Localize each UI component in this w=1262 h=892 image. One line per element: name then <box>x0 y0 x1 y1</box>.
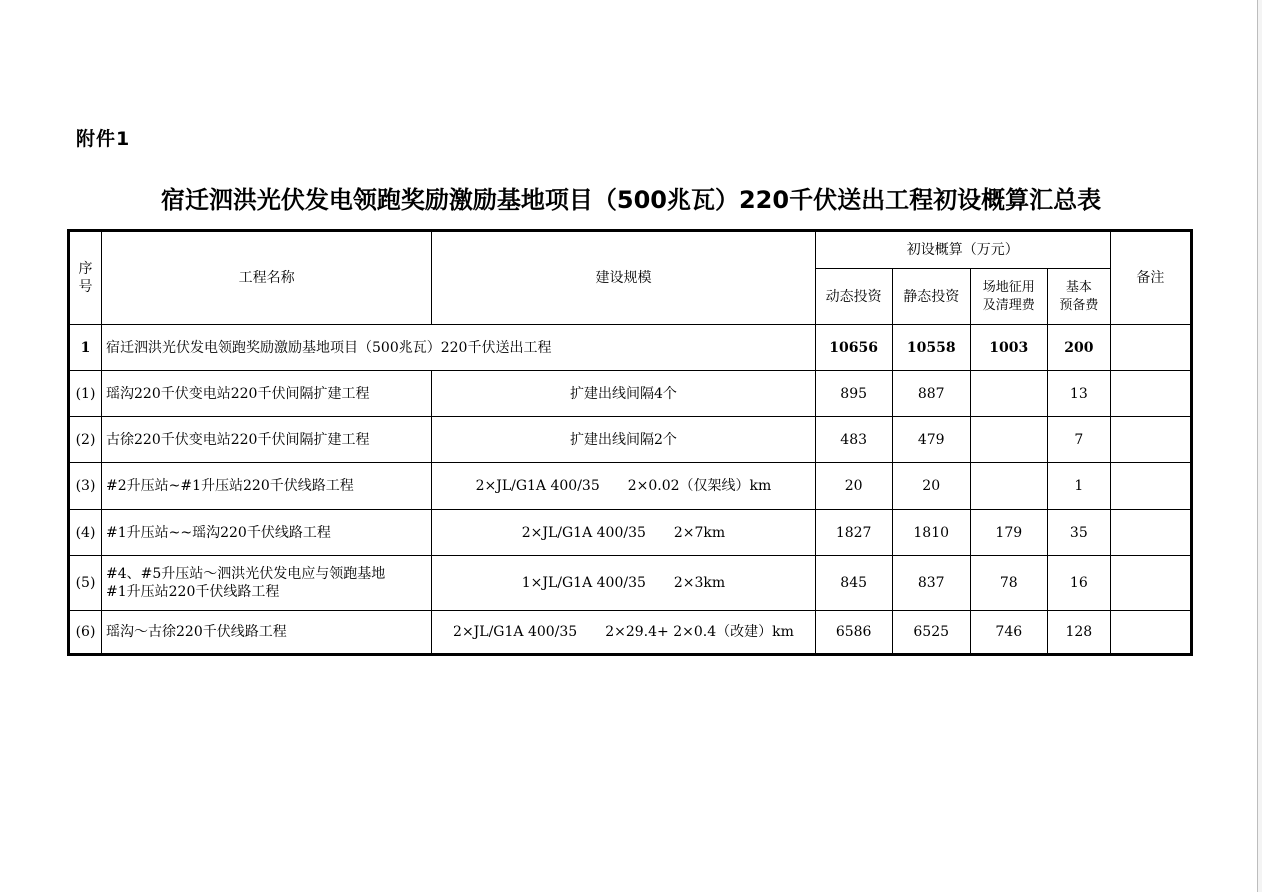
row-static: 887 <box>892 371 970 417</box>
row-remarks <box>1110 417 1191 463</box>
header-remarks: 备注 <box>1110 231 1191 325</box>
row-name <box>102 556 432 611</box>
row-reserve: 128 <box>1047 611 1110 655</box>
table-row <box>69 371 1192 417</box>
row-static: 20 <box>892 463 970 510</box>
header-land-line2: 及清理费 <box>982 297 1035 313</box>
table-row <box>69 417 1192 463</box>
summary-land: 1003 <box>970 325 1047 371</box>
row-name-line1: #4、#5升压站～泗洪光伏发电应与领跑基地 <box>106 566 386 582</box>
header-reserve-line1: 基本 <box>1065 279 1092 295</box>
row-name-line2: #1升压站220千伏线路工程 <box>106 584 280 600</box>
row-seq: (4) <box>69 510 102 556</box>
attachment-label: 附件1 <box>76 128 131 150</box>
summary-remarks <box>1110 325 1191 371</box>
row-dynamic: 1827 <box>815 510 892 556</box>
row-static: 6525 <box>892 611 970 655</box>
row-land <box>970 371 1047 417</box>
header-reserve <box>1047 269 1110 325</box>
row-remarks <box>1110 371 1191 417</box>
row-scale: 扩建出线间隔4个 <box>432 371 815 417</box>
row-seq: (6) <box>69 611 102 655</box>
header-scale: 建设规模 <box>432 231 815 325</box>
row-static: 1810 <box>892 510 970 556</box>
header-reserve-line2: 预备费 <box>1059 297 1099 313</box>
header-project-name: 工程名称 <box>102 231 432 325</box>
table-row <box>69 510 1192 556</box>
row-seq: (1) <box>69 371 102 417</box>
row-seq: (5) <box>69 556 102 611</box>
row-land <box>970 463 1047 510</box>
table-row <box>69 611 1192 655</box>
document-title: 宿迁泗洪光伏发电领跑奖励激励基地项目（500兆瓦）220千伏送出工程初设概算汇总表 <box>160 186 1102 214</box>
summary-reserve: 200 <box>1047 325 1110 371</box>
row-dynamic: 6586 <box>815 611 892 655</box>
summary-seq: 1 <box>69 325 102 371</box>
row-remarks <box>1110 556 1191 611</box>
page-right-edge <box>1257 0 1262 892</box>
header-static: 静态投资 <box>892 269 970 325</box>
row-reserve: 35 <box>1047 510 1110 556</box>
row-land: 179 <box>970 510 1047 556</box>
header-dynamic: 动态投资 <box>815 269 892 325</box>
row-scale: 2×JL/G1A 400/35 2×29.4+ 2×0.4（改建）km <box>432 611 815 655</box>
row-dynamic: 20 <box>815 463 892 510</box>
row-seq: (3) <box>69 463 102 510</box>
row-land <box>970 417 1047 463</box>
row-name: #2升压站~#1升压站220千伏线路工程 <box>102 463 432 510</box>
summary-name: 宿迁泗洪光伏发电领跑奖励激励基地项目（500兆瓦）220千伏送出工程 <box>102 325 816 371</box>
row-reserve: 13 <box>1047 371 1110 417</box>
table-row <box>69 556 1192 611</box>
row-scale: 2×JL/G1A 400/35 2×0.02（仅架线）km <box>432 463 815 510</box>
row-reserve: 16 <box>1047 556 1110 611</box>
summary-row <box>69 325 1192 371</box>
row-remarks <box>1110 510 1191 556</box>
header-land-line1: 场地征用 <box>982 279 1035 295</box>
summary-static: 10558 <box>892 325 970 371</box>
budget-summary-table <box>67 229 1193 656</box>
row-remarks <box>1110 611 1191 655</box>
row-static: 479 <box>892 417 970 463</box>
summary-dynamic: 10656 <box>815 325 892 371</box>
row-remarks <box>1110 463 1191 510</box>
header-seq-line1: 序 <box>78 261 93 277</box>
table-row <box>69 463 1192 510</box>
row-name: 瑶沟220千伏变电站220千伏间隔扩建工程 <box>102 371 432 417</box>
row-name: #1升压站~~瑶沟220千伏线路工程 <box>102 510 432 556</box>
row-name: 瑶沟～古徐220千伏线路工程 <box>102 611 432 655</box>
row-reserve: 7 <box>1047 417 1110 463</box>
row-static: 837 <box>892 556 970 611</box>
header-row-1 <box>69 231 1192 269</box>
row-land: 746 <box>970 611 1047 655</box>
header-land <box>970 269 1047 325</box>
row-scale: 2×JL/G1A 400/35 2×7km <box>432 510 815 556</box>
row-dynamic: 845 <box>815 556 892 611</box>
header-seq-line2: 号 <box>78 279 93 295</box>
row-seq: (2) <box>69 417 102 463</box>
row-land: 78 <box>970 556 1047 611</box>
row-dynamic: 483 <box>815 417 892 463</box>
row-reserve: 1 <box>1047 463 1110 510</box>
row-scale: 1×JL/G1A 400/35 2×3km <box>432 556 815 611</box>
header-budget-group: 初设概算（万元） <box>815 231 1110 269</box>
row-dynamic: 895 <box>815 371 892 417</box>
row-name: 古徐220千伏变电站220千伏间隔扩建工程 <box>102 417 432 463</box>
row-scale: 扩建出线间隔2个 <box>432 417 815 463</box>
header-seq <box>69 231 102 325</box>
